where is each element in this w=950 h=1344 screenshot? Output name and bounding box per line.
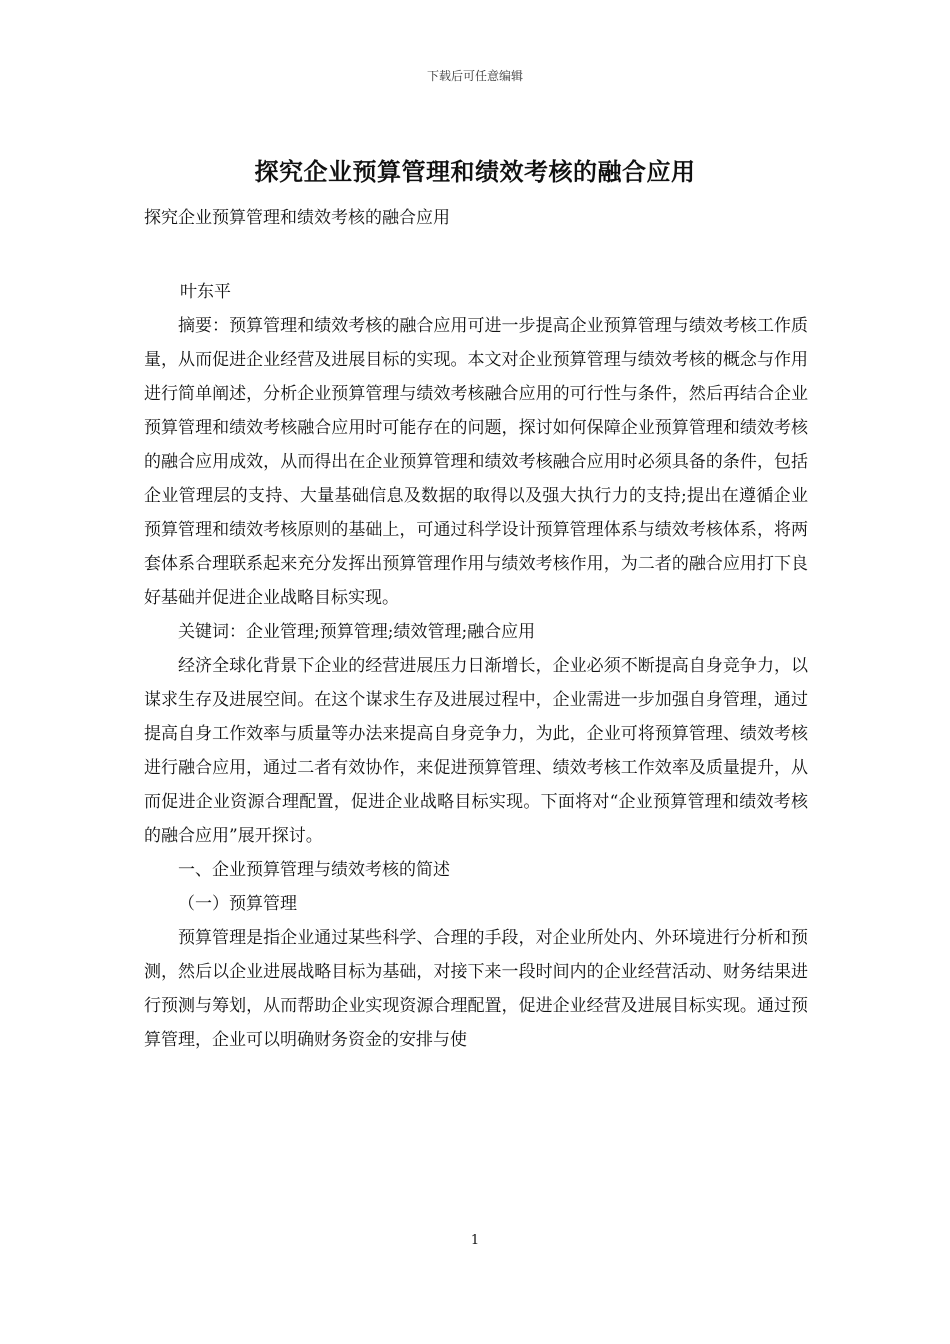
abstract-paragraph: 摘要：预算管理和绩效考核的融合应用可进一步提高企业预算管理与绩效考核工作质量，从而促进企业经营及进展目标的实现。本文对企业预算管理与绩效考核的概念与作用进行简单阐述，分析企业预算管理与绩效考核融合应用的可行性与条件，然后再结合企业预算管理和绩效考核融合应用时可能存在的问题，探讨如何保障企业预算管理和绩效考核的融合应用成效，从而得出在企业预算管理和绩效考核融合应用时必须具备的条件，包括企业管理层的支持、大量基础信息及数据的取得以及强大执行力的支持;提出在遵循企业预算管理和绩效考核原则的基础上，可通过科学设计预算管理体系与绩效考核体系，将两套体系合理联系起来充分发挥出预算管理作用与绩效考核作用，为二者的融合应用打下良好基础并促进企业战略目标实现。: [144, 316, 808, 608]
page-number: 1: [470, 1233, 480, 1248]
document-body: [144, 309, 808, 1057]
page-header-note: 下载后可任意编辑: [426, 69, 523, 83]
document-title: 探究企业预算管理和绩效考核的融合应用: [254, 158, 696, 186]
subsection-heading: （一）预算管理: [178, 894, 297, 914]
section-heading: 一、企业预算管理与绩效考核的简述: [178, 860, 450, 880]
keywords-paragraph: 关键词：企业管理;预算管理;绩效管理;融合应用: [178, 622, 536, 642]
author-name: 叶东平: [180, 282, 231, 302]
body-paragraph: 预算管理是指企业通过某些科学、合理的手段，对企业所处内、外环境进行分析和预测，然后以企业进展战略目标为基础，对接下来一段时间内的企业经营活动、财务结果进行预测与筹划，从而帮助企业实现资源合理配置，促进企业经营及进展目标实现。通过预算管理，企业可以明确财务资金的安排与使: [144, 928, 808, 1050]
intro-paragraph: 经济全球化背景下企业的经营进展压力日渐增长，企业必须不断提高自身竞争力，以谋求生存及进展空间。在这个谋求生存及进展过程中，企业需进一步加强自身管理，通过提高自身工作效率与质量等办法来提高自身竞争力，为此，企业可将预算管理、绩效考核进行融合应用，通过二者有效协作，来促进预算管理、绩效考核工作效率及质量提升，从而促进企业资源合理配置，促进企业战略目标实现。下面将对“企业预算管理和绩效考核的融合应用”展开探讨。: [144, 656, 808, 846]
document-subtitle: 探究企业预算管理和绩效考核的融合应用: [144, 208, 450, 228]
